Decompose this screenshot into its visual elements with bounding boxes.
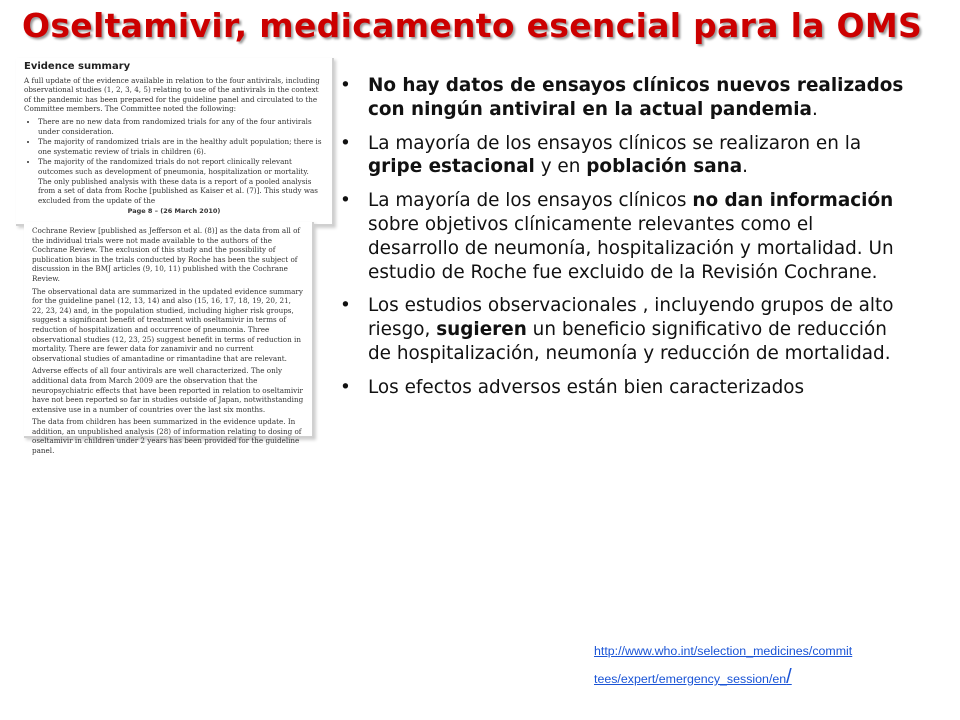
doc-paragraph: The observational data are summarized in the updated evidence summary for the guideline panel (12, 13, 14) and also (15, 16, 17, 18, 19, 20, 21, 22, 23, 24) and, in the population studied, including higher risk groups, suggest a significant benefit of treatment with oseltamivir in terms of reduction of hospitalization and occurrence of pneumonia. Three observational studies (12, 23, 25) suggest benefit in terms of reduction in mortality. There are fewer data for zanamivir and no current observational studies of amantadine or rimantadine that are relevant.: [32, 286, 303, 363]
bullet-text: La mayoría de los ensayos clínicos se realizaron en la: [368, 132, 862, 154]
bullet-text: .: [811, 98, 818, 120]
bullet-no-outcomes: [340, 189, 910, 284]
bullet-list: [340, 74, 910, 410]
doc-paragraph: The data from children has been summarized in the evidence update. In addition, an unpublished analysis (28) of information relating to dosing of oseltamivir in children under 2 years has been provided for the guideline panel.: [32, 417, 302, 456]
doc-paragraph: Cochrane Review [published as Jefferson et al. (8)] as the data from all of the individual trials were not made available to the authors of the Cochrane Review. The exclusion of this study and the possibility of publication bias in the trials conducted by Roche has been the subject of discussion in the BMJ articles (9, 10, 11) published with the Cochrane Review.: [32, 226, 301, 283]
document-excerpt-bottom: [24, 222, 314, 456]
slide-title: Oseltamivir, medicamento esencial para la OMS: [22, 6, 923, 45]
page-footer: Page 8 – (26 March 2010): [127, 207, 221, 216]
bullet-bold-text: No hay datos de ensayos clínicos nuevos realizados con ningún antiviral en la actual pandemia: [368, 75, 904, 120]
bullet-bold-text: sugieren: [436, 319, 527, 341]
bullet-bold-text: población sana: [586, 156, 743, 178]
bullet-observational: [340, 294, 910, 365]
bullet-text: Los efectos adversos están bien caracterizados: [368, 376, 805, 398]
link-line-1[interactable]: http://www.who.int/selection_medicines/commit: [594, 644, 853, 658]
bullet-bold-text: gripe estacional: [368, 156, 535, 178]
bullet-text: Los estudios observacionales , incluyendo grupos de alto riesgo,: [368, 295, 894, 341]
bullet-no-new-trials: [340, 74, 910, 122]
bullet-bold-text: no dan información: [692, 190, 894, 212]
link-line-2[interactable]: tees/expert/emergency_session/en: [594, 672, 787, 686]
document-excerpt-top: [16, 58, 334, 226]
bullet-adverse-effects: [340, 376, 910, 400]
bullet-text: La mayoría de los ensayos clínicos: [368, 190, 693, 212]
link-slash[interactable]: /: [786, 666, 792, 688]
doc-paragraph: Adverse effects of all four antivirals are well characterized. The only additional data from March 2009 are the observation that the neuropsychiatric effects that have been reported in relation to oseltamivir have not been reported so far in studies outside of Japan, notwithstanding extensive use in a number of countries over the last six months.: [32, 366, 304, 414]
bullet-text: sobre objetivos clínicamente relevantes como el desarrollo de neumonía, hospitalización y mortalidad. Un estudio de Roche fue excluido de la Revisión Cochrane.: [368, 213, 894, 283]
evidence-list: [24, 117, 324, 205]
evidence-intro: A full update of the evidence available in relation to the four antivirals, including observational studies (1, 2, 3, 4, 5) relating to use of the antivirals in the context of the pandemic has been prepared for the guideline panel and circulated to the Committee members. The Committee noted the following:: [24, 75, 320, 114]
bullet-text: y en: [534, 156, 587, 178]
evidence-item: • The majority of randomized trials are in the healthy adult population; there is one systematic review of trials in children (6).: [38, 137, 324, 156]
bullet-text: un beneficio significativo de reducción de hospitalización, neumonía y reducción de mortalidad.: [368, 319, 891, 364]
bullet-seasonal-flu: [340, 132, 910, 180]
evidence-item: • The majority of the randomized trials do not report clinically relevant outcomes such as development of pneumonia, hospitalization or mortality. The only published analysis with these data is a report of a pooled analysis from a set of data from Roche [published as Kaiser et al. (7)]. This study was excluded from the update of the: [38, 157, 324, 205]
evidence-item: • There are no new data from randomized trials for any of the four antivirals under consideration.: [38, 117, 324, 136]
bullet-text: .: [742, 156, 748, 178]
evidence-summary-heading: Evidence summary: [24, 61, 131, 72]
who-source-link[interactable]: [594, 638, 934, 692]
